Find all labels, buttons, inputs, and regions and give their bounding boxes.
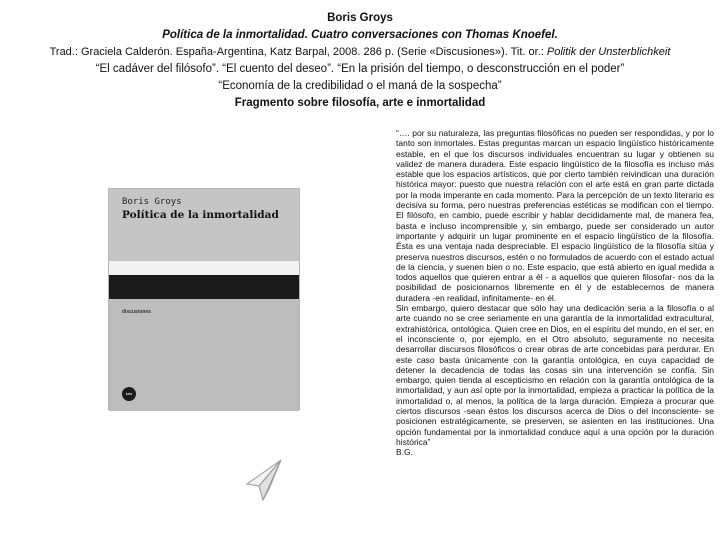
author-name: Boris Groys bbox=[327, 12, 393, 24]
signature: B.G. bbox=[396, 447, 414, 458]
cover-author: Boris Groys bbox=[122, 197, 182, 207]
book-title: Política de la inmortalidad. Cuatro conversaciones con Thomas Knoefel. bbox=[162, 29, 558, 41]
cover-bottom-band bbox=[109, 299, 299, 411]
cover-white-band bbox=[109, 261, 299, 275]
cover-dark-band bbox=[109, 275, 299, 299]
translation-info bbox=[0, 44, 720, 61]
paper-plane-icon bbox=[243, 458, 283, 502]
quote-paragraph-1: “…. por su naturaleza, las preguntas filosóficas no pueden ser respondidas, y por lo tanto son inmortales. Estas preguntas marcan un espacio lingüístico históricamente estable, en el que los discursos individuales encuentran su lugar y obtienen su validez de manera duradera. Este espacio lingüístico de la filosofía es incluso más estable que los espacios artísticos, que por cierto también reivindican una duración histórica mayor: puesto que nuestra relación con el arte está en gran parte dictada por la moda imperante en cada momento. Para la percepción de un texto literario es decisiva su forma, pero nuestras preferencias estéticas se modifican con el tiempo. El filósofo, en cambio, puede escribir y hablar decididamente mal, de manera fea, basta e incluso incomprensible y, sin embargo, puede ser considerado un autor importante y adquirir un lugar prominente en el espacio lingüístico de la filosofía. Ésta es una ventaja nada despreciable. El espacio lingüístico de la filosofía sitúa y preserva nuestros discursos, estén o no formulados de acuerdo con el estado actual de la ciencia, y suenen bien o no. Este espacio, que está abierto en igual medida a todos aquellos que quieren entrar a él - a aquellos que quieren filosofar- nos da la posibilidad de posicionarnos libremente en él y de establecernos de manera duradera -en realidad, infinitamente- en él. bbox=[396, 128, 714, 303]
cover-series: discusiones bbox=[122, 309, 151, 315]
cover-title: Política de la inmortalidad bbox=[122, 209, 279, 221]
economy-line: “Economía de la credibilidad o el maná de la sospecha” bbox=[218, 80, 502, 92]
publisher-logo: katz bbox=[122, 387, 136, 401]
quote-text bbox=[396, 128, 714, 458]
chapters-line: “El cadáver del filósofo”. “El cuento del deseo”. “En la prisión del tiempo, o desconstrucción en el poder” bbox=[95, 63, 625, 75]
book-cover-image bbox=[108, 188, 300, 410]
quote-paragraph-2: Sin embargo, quiero destacar que sólo hay una dedicación seria a la filosofía o al arte cuando no se cree seriamente en una garantía de la inmortalidad extracultural, extrahistórica, ontológica. Quien cree en Dios, en el espíritu del mundo, en el ser, en el inconsciente o, por ejemplo, en el Otro absoluto, seguramente no necesita desarrollar discursos filosóficos o crear obras de arte concebidas para perdurar. En este caso basta únicamente con la garantía ontológica, en cuya capacidad de detener la decadencia de todas las cosas sin una intervención se confía. Sin embargo, quien tienda al escepticismo en relación con la garantía ontológica de la inmortalidad, y aun así opte por la inmortalidad, empieza a practicar la política de la inmortalidad o, al menos, la política de la larga duración. Empieza a procurar que ciertos discursos -sean éstos los discursos acerca de Dios o del inconsciente- se posicionen estratégicamente, se preserven, se asienten en las instituciones. Una opción fundamental por la inmortalidad conduce aquí a una opción por la duración histórica” bbox=[396, 303, 714, 447]
original-title: Politik der Unsterblichkeit bbox=[546, 46, 671, 58]
header bbox=[0, 10, 720, 112]
translation-prefix: Trad.: Graciela Calderón. España-Argentina, Katz Barpal, 2008. 286 p. (Serie «Discusiones»). Tit. or.: bbox=[49, 46, 547, 58]
fragment-title: Fragmento sobre filosofía, arte e inmortalidad bbox=[234, 97, 486, 109]
